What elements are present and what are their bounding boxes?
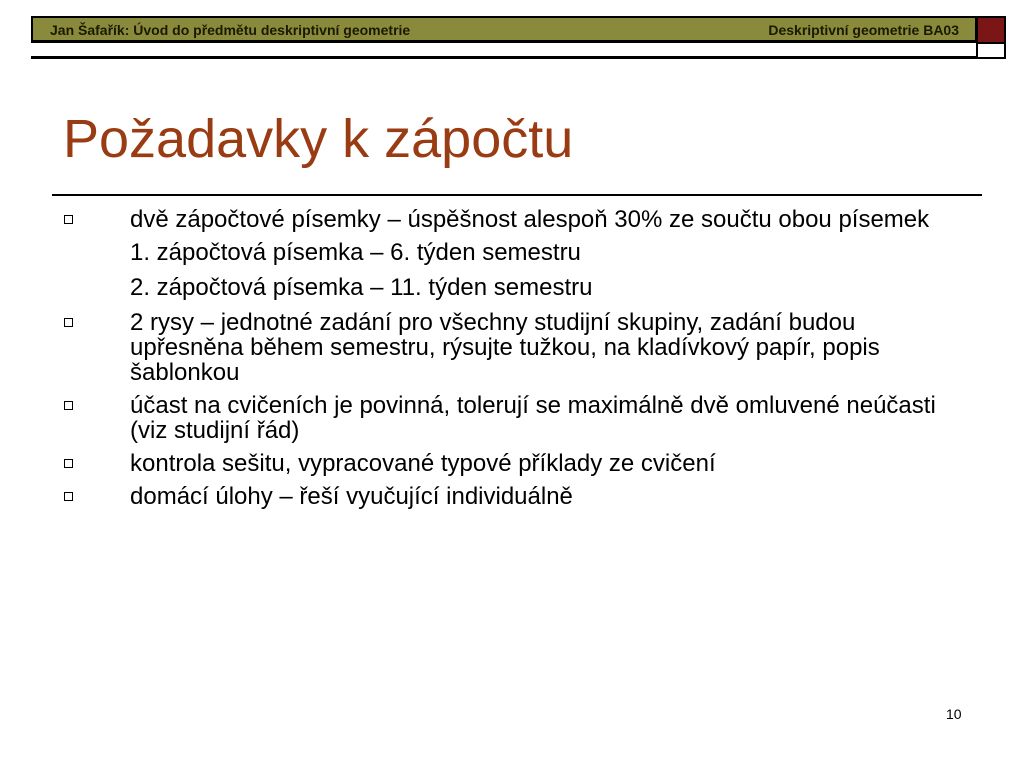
bullet-item-drawings bbox=[64, 310, 944, 385]
header-divider bbox=[31, 56, 977, 59]
bullet-text: domácí úlohy – řeší vyučující individuálně bbox=[130, 483, 573, 510]
bullet-text: kontrola sešitu, vypracované typové příklady ze cvičení bbox=[130, 450, 716, 477]
bullet-item-attendance bbox=[64, 393, 944, 443]
square-bullet-icon bbox=[64, 492, 73, 501]
page-number: 10 bbox=[946, 706, 962, 722]
bullet-text: účast na cvičeních je povinná, tolerují se maximálně dvě omluvené neúčasti (viz studijní řád) bbox=[130, 392, 936, 444]
sub-item-test-2: 2. zápočtová písemka – 11. týden semestru bbox=[130, 274, 593, 301]
corner-accent-block bbox=[978, 18, 1004, 42]
bullet-list bbox=[64, 207, 944, 517]
corner-white-block bbox=[978, 42, 1004, 57]
bullet-item-tests bbox=[64, 207, 944, 232]
title-divider bbox=[52, 194, 982, 196]
header-bar bbox=[31, 16, 977, 43]
bullet-item-notebook bbox=[64, 451, 944, 476]
square-bullet-icon bbox=[64, 401, 73, 410]
square-bullet-icon bbox=[64, 318, 73, 327]
header-course-code: Deskriptivní geometrie BA03 bbox=[768, 22, 959, 38]
bullet-text: dvě zápočtové písemky – úspěšnost alespoň 30% ze součtu obou písemek bbox=[130, 206, 930, 233]
square-bullet-icon bbox=[64, 459, 73, 468]
slide-title: Požadavky k zápočtu bbox=[63, 109, 574, 169]
sub-item-test-1: 1. zápočtová písemka – 6. týden semestru bbox=[130, 239, 581, 266]
bullet-item-homework bbox=[64, 484, 944, 509]
header-author-course: Jan Šafařík: Úvod do předmětu deskriptivní geometrie bbox=[50, 22, 411, 38]
bullet-text: 2 rysy – jednotné zadání pro všechny studijní skupiny, zadání budou upřesněna během semestru, rýsujte tužkou, na kladívkový papír, popis šablonkou bbox=[130, 309, 880, 386]
header-corner-decoration bbox=[976, 16, 1006, 59]
square-bullet-icon bbox=[64, 215, 73, 224]
